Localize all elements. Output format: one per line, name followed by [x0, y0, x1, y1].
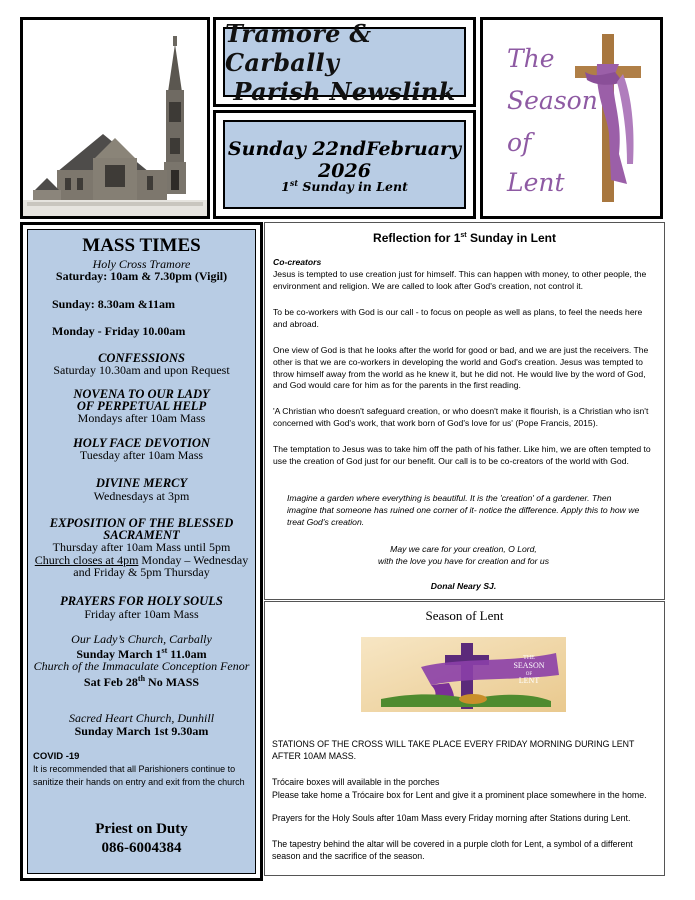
novena-times: Mondays after 10am Mass — [77, 411, 206, 425]
cross-with-purple-cloth-icon — [575, 34, 647, 204]
priest-on-duty-heading: Priest on Duty — [95, 821, 188, 837]
banner-text-lent: LENT — [518, 676, 540, 685]
confessions-times: Saturday 10.30am and upon Request — [53, 363, 230, 377]
fenor-mass — [28, 672, 255, 689]
novena-heading-1: NOVENA TO OUR LADY — [73, 387, 210, 401]
date-box — [213, 110, 476, 219]
fenor-date: Sat Feb 28 — [83, 675, 138, 689]
confessions-heading: CONFESSIONS — [98, 351, 185, 365]
tapestry-notice: The tapestry behind the altar will be covered in a purple cloth for Lent, a symbol of a different season and the sacrifice of the season. — [272, 839, 633, 861]
holy-cross-label: Holy Cross Tramore — [92, 257, 191, 271]
fenor-church: Church of the Immaculate Conception Fenor — [33, 659, 250, 673]
reflection-title-sup: st — [460, 232, 467, 239]
covid-text: It is recommended that all Parishioners continue to sanitize their hands on entry and exit from the church — [33, 764, 245, 787]
reflection-meditation: Imagine a garden where everything is beautiful. It is the 'creation' of a gardener. Then imagine that someone has ruined one corner of it- notice the difference. Apply this to how we treat God's creation. — [287, 493, 640, 527]
holy-face-heading: HOLY FACE DEVOTION — [73, 436, 210, 450]
exposition-times: Thursday after 10am Mass until 5pm — [52, 540, 231, 554]
mass-times-inner — [27, 229, 256, 874]
exposition-heading-1: EXPOSITION OF THE BLESSED — [49, 516, 234, 530]
holy-souls-notice: Prayers for the Holy Souls after 10am Mass every Friday morning after Stations during Lent. — [272, 813, 631, 823]
season-of-lent-panel — [264, 601, 665, 876]
church-closes-underlined: Church closes at 4pm — [34, 553, 139, 567]
stations-notice: STATIONS OF THE CROSS WILL TAKE PLACE EVERY FRIDAY MORNING DURING LENT AFTER 10AM MASS. — [272, 739, 635, 761]
church-photo-frame — [20, 17, 210, 219]
divine-mercy-times: Wednesdays at 3pm — [93, 489, 190, 503]
reflection-title-a: Reflection for 1 — [373, 231, 461, 245]
banner-text-season: SEASON — [513, 661, 545, 670]
mass-times-panel — [20, 222, 263, 881]
holy-souls-heading: PRAYERS FOR HOLY SOULS — [60, 594, 223, 608]
lent-word-lent: Lent — [507, 168, 565, 197]
trocaire-notice-2: Please take home a Trócaire box for Lent and give it a prominent place somewhere in the home. — [272, 790, 647, 800]
carbally-date: Sunday March 1 — [76, 647, 162, 661]
banner-text-the: THE — [523, 655, 535, 661]
fenor-note: No MASS — [145, 675, 200, 689]
fenor-suffix: th — [137, 674, 146, 683]
dunhill-mass: Sunday March 1st 9.30am — [74, 724, 209, 738]
church-illustration — [23, 20, 207, 216]
covid-heading: COVID -19 — [33, 751, 80, 762]
holy-face-times: Tuesday after 10am Mass — [79, 448, 204, 462]
lent-word-season: Season — [507, 86, 598, 115]
reflection-paragraph-1: Jesus is tempted to use creation just for himself. This can happen with money, to other people, the environment and religion. We are called to look after God's creation, not control it. — [273, 269, 647, 291]
title-panel — [223, 18, 466, 106]
weekday-times: Monday - Friday 10.00am — [52, 324, 186, 338]
reflection-paragraph-5: The temptation to Jesus was to take him off the path of his father. Like him, we are often tempted to use the creation of God just for our benefit. Our call is to be co-creators of the world with God. — [273, 444, 651, 466]
title-line-2: Parish Newslink — [233, 76, 456, 106]
reflection-paragraph-3: One view of God is that he looks after the world for good or bad, and we are just the receivers. The other is that we are co-workers in developing the world and God's creation. Jesus was tempted to throw himself away from the world as he knew it, but he did not. He would live by the word of God, and God would care for him as for the parents in the first reading. — [273, 345, 649, 391]
sunday-number: 1 — [281, 179, 290, 195]
season-of-lent-graphic — [480, 17, 663, 219]
novena-heading-2: OF PERPETUAL HELP — [76, 399, 207, 413]
church-closes-line-2: and Friday & 5pm Thursday — [73, 565, 210, 579]
carbally-time: 11.0am — [167, 647, 207, 661]
carbally-church: Our Lady’s Church, Carbally — [71, 632, 212, 646]
divine-mercy-heading: DIVINE MERCY — [95, 476, 188, 490]
saturday-times: Saturday: 10am & 7.30pm (Vigil) — [55, 269, 228, 283]
sunday-suffix: st — [289, 178, 299, 188]
banner-text-of: OF — [525, 672, 533, 677]
reflection-paragraph-2: To be co-workers with God is our call - to focus on people as well as plans, to feel the needs here and abroad. — [273, 307, 643, 329]
newsletter-title-box — [213, 17, 476, 107]
liturgical-sunday — [225, 178, 464, 194]
carbally-suffix: st — [161, 646, 168, 655]
reflection-paragraph-4: 'A Christian who doesn't safeguard creation, or who doesn't make it flourish, is a Christian who isn't concerned with God's work, that work born of God's love for us' (Pope Francis, 2015). — [273, 406, 649, 428]
sunday-times: Sunday: 8.30am &11am — [52, 297, 176, 311]
reflection-title — [265, 231, 664, 245]
trocaire-notice-1: Trócaire boxes will available in the porches — [272, 777, 440, 787]
dunhill-church: Sacred Heart Church, Dunhill — [68, 711, 215, 725]
prayer-line-1: May we care for your creation, O Lord, — [390, 544, 537, 554]
mass-times-heading: MASS TIMES — [82, 235, 201, 256]
priest-phone: 086-6004384 — [101, 840, 182, 856]
reflection-panel — [264, 222, 665, 600]
season-title: Season of Lent — [425, 608, 504, 623]
lent-word-the: The — [507, 44, 555, 73]
date-panel — [223, 120, 466, 209]
holy-souls-times: Friday after 10am Mass — [84, 607, 199, 621]
church-closes-days: Monday – Wednesday — [138, 553, 249, 567]
prayer-line-2: with the love you have for creation and for us — [377, 556, 550, 566]
reflection-subtitle: Co-creators — [273, 257, 322, 267]
lent-word-of: of — [507, 128, 532, 157]
issue-date: Sunday 22ndFebruary 2026 — [227, 138, 462, 182]
reflection-title-b: Sunday in Lent — [466, 231, 556, 245]
sunday-label: Sunday in Lent — [298, 179, 408, 195]
lent-banner-image — [361, 637, 566, 712]
exposition-heading-2: SACRAMENT — [103, 528, 180, 542]
reflection-author: Donal Neary SJ. — [430, 581, 497, 591]
title-line-1: Tramore & Carbally — [225, 18, 372, 77]
